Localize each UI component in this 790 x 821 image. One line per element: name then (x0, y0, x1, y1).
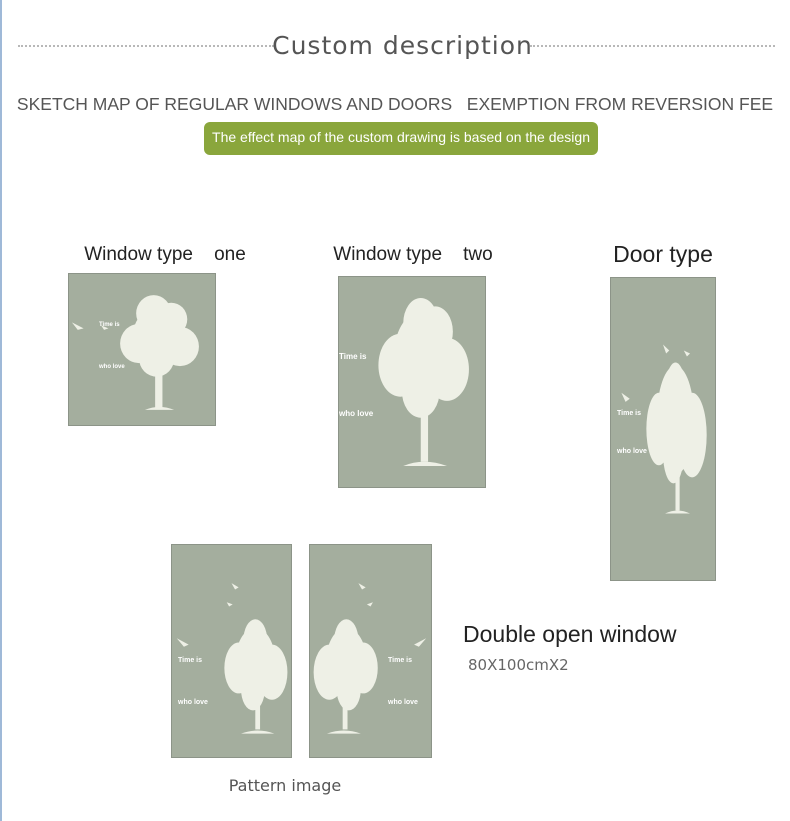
window-type-two-name: Window type two (333, 244, 493, 265)
section-subtitle: SKETCH MAP OF REGULAR WINDOWS AND DOORS EXEMPTION FROM REVERSION FEE (16, 94, 774, 114)
artwork-text-1: Time is (178, 657, 202, 664)
artwork-text-3: who love (617, 448, 647, 455)
window-two-image (338, 276, 486, 488)
pattern-image-caption: Pattern image (228, 776, 342, 795)
double-open-window-size: 80X100cmX2 (468, 656, 569, 674)
tree-artwork (172, 545, 291, 757)
design-note-badge: The effect map of the custom drawing is based on the design (204, 122, 598, 155)
tree-artwork (310, 545, 431, 757)
tree-artwork (339, 277, 485, 487)
double-window-left-image (171, 544, 292, 758)
artwork-text-3: who love (178, 699, 208, 706)
artwork-text-1: Time is (388, 657, 412, 664)
double-window-right-image (309, 544, 432, 758)
artwork-text-3: who love (339, 409, 374, 418)
tree-artwork (69, 274, 215, 425)
dotted-divider-right (530, 45, 775, 47)
left-edge-rule (0, 0, 2, 821)
artwork-text-3: who love (99, 364, 125, 370)
door-type-name: Door type (613, 241, 713, 267)
window-type-one-name: Window type one (84, 244, 246, 265)
dotted-divider-left (18, 45, 274, 47)
artwork-text-1: Time is (617, 410, 641, 417)
window-one-image (68, 273, 216, 426)
section-title: Custom description (272, 31, 533, 60)
door-image (610, 277, 716, 581)
artwork-text-1: Time is (339, 352, 367, 361)
artwork-text-1: Time is (99, 322, 120, 328)
tree-artwork (611, 278, 715, 580)
double-open-window-name: Double open window (463, 621, 677, 647)
artwork-text-3: who love (388, 699, 418, 706)
